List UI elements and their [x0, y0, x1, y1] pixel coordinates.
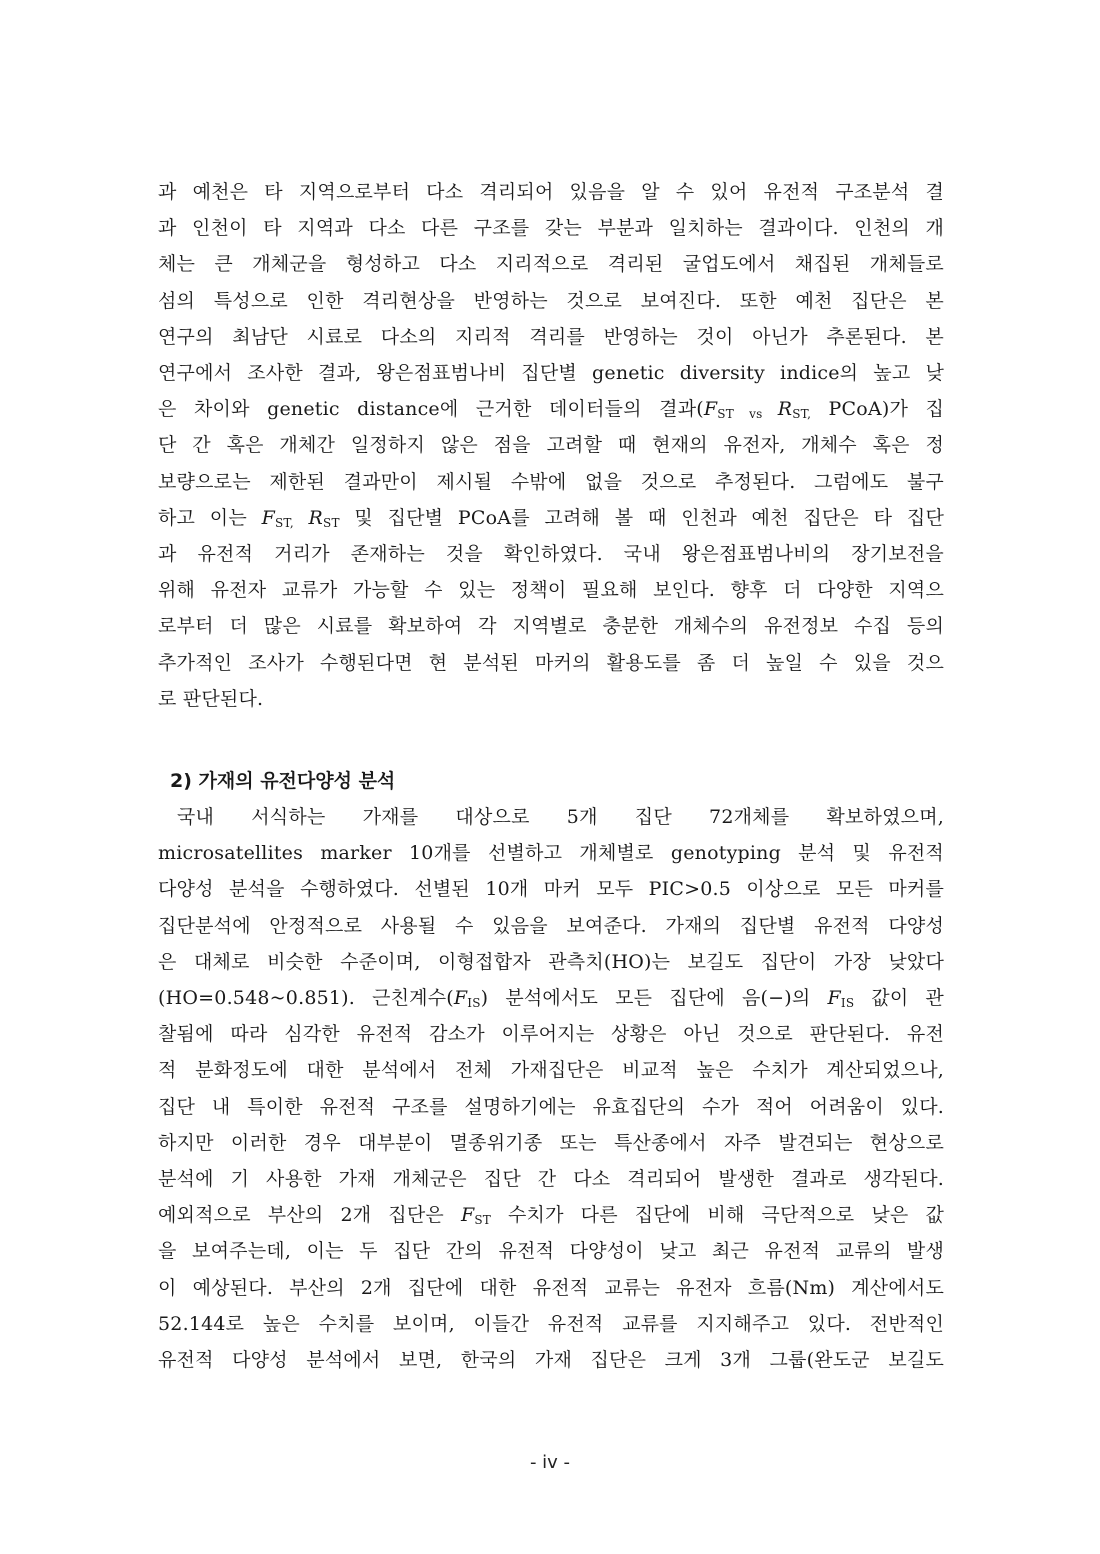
text-line: 단 간 혹은 개체간 일정하지 않은 점을 고려할 때 현재의 유전자, 개체수 혹은 정	[158, 434, 944, 457]
text-line: 다양성 분석을 수행하였다. 선별된 10개 마커 모두 PIC>0.5 이상으로 모든 마커를	[158, 878, 944, 901]
text-line: 찰됨에 따라 심각한 유전적 감소가 이루어지는 상황은 아닌 것으로 판단된다. 유전	[158, 1023, 944, 1046]
text-line: 연구의 최남단 시료로 다소의 지리적 격리를 반영하는 것이 아닌가 추론된다. 본	[158, 325, 944, 348]
text-line: 적 분화정도에 대한 분석에서 전체 가재집단은 비교적 높은 수치가 계산되었으나,	[158, 1059, 944, 1082]
text-fragment: PCoA)가 집	[811, 398, 944, 421]
text-fragment: (HO=0.548~0.851). 근친계수(	[158, 987, 454, 1010]
subscript-vs: vs	[733, 407, 778, 422]
text-line: 추가적인 조사가 수행된다면 현 분석된 마커의 활용도를 좀 더 높일 수 있을 것으	[158, 651, 944, 674]
text-line: 과 인천이 타 지역과 다소 다른 구조를 갖는 부분과 일치하는 결과이다. 인천의 개	[158, 217, 944, 240]
text-fragment: 및 집단별 PCoA를 고려해 볼 때 인천과 예천 집단은 타 집단	[339, 506, 944, 529]
text-line: 연구에서 조사한 결과, 왕은점표범나비 집단별 genetic diversity indice의 높고 낮	[158, 362, 944, 385]
text-line: 국내 서식하는 가재를 대상으로 5개 집단 72개체를 확보하였으며,	[177, 806, 944, 829]
text-line: 로 판단된다.	[158, 687, 264, 710]
variable-f: F	[261, 506, 275, 529]
subscript: ST,	[274, 515, 294, 530]
text-line: 하지만 이러한 경우 대부분이 멸종위기종 또는 특산종에서 자주 발견되는 현상으로	[158, 1131, 944, 1154]
text-fragment: 값이 관	[854, 987, 944, 1010]
text-line-formula	[158, 500, 944, 536]
text-line: 로부터 더 많은 시료를 확보하여 각 지역별로 충분한 개체수의 유전정보 수집 등의	[158, 615, 944, 638]
subscript: ST	[474, 1213, 491, 1228]
text-line-formula	[158, 1197, 944, 1233]
text-fragment: 은 차이와 genetic distance에 근거한 데이터들의 결과(	[158, 398, 704, 421]
subscript: ST	[323, 515, 340, 530]
text-line: microsatellites marker 10개를 선별하고 개체별로 genotyping 분석 및 유전적	[158, 842, 944, 865]
page-number: - iv -	[529, 1452, 571, 1473]
variable-f: F	[453, 987, 468, 1010]
text-line: 체는 큰 개체군을 형성하고 다소 지리적으로 격리된 굴업도에서 채집된 개체들로	[158, 253, 944, 276]
variable-r: R	[293, 506, 324, 529]
text-fragment: 하고 이는	[158, 506, 262, 529]
text-fragment: 수치가 다른 집단에 비해 극단적으로 낮은 값	[490, 1204, 944, 1227]
subscript: ST,	[792, 407, 812, 422]
text-line: 집단 내 특이한 유전적 구조를 설명하기에는 유효집단의 수가 적어 어려움이 있다.	[158, 1095, 944, 1118]
text-line: 분석에 기 사용한 가재 개체군은 집단 간 다소 격리되어 발생한 결과로 생각된다.	[158, 1168, 944, 1191]
text-fragment: 예외적으로 부산의 2개 집단은	[158, 1204, 461, 1227]
text-line: 과 예천은 타 지역으로부터 다소 격리되어 있음을 알 수 있어 유전적 구조분석 결	[158, 181, 944, 203]
page-content	[158, 174, 944, 1378]
text-line: 섬의 특성으로 인한 격리현상을 반영하는 것으로 보여진다. 또한 예천 집단은 본	[158, 289, 944, 312]
text-line: 과 유전적 거리가 존재하는 것을 확인하였다. 국내 왕은점표범나비의 장기보전을	[158, 543, 944, 566]
text-line: 이 예상된다. 부산의 2개 집단에 대한 유전적 교류는 유전자 흐름(Nm) 계산에서도	[158, 1276, 944, 1299]
text-line: 집단분석에 안정적으로 사용될 수 있음을 보여준다. 가재의 집단별 유전적 다양성	[158, 914, 944, 937]
subscript: IS	[840, 996, 855, 1011]
paragraph-crayfish	[158, 799, 944, 1378]
subscript: ST	[717, 407, 734, 422]
text-line: 보량으로는 제한된 결과만이 제시될 수밖에 없을 것으로 추정된다. 그럼에도 불구	[158, 470, 944, 493]
section-heading: 2) 가재의 유전다양성 분석	[170, 770, 396, 793]
variable-f: F	[703, 398, 718, 421]
text-line-formula	[158, 391, 944, 427]
text-line: 유전적 다양성 분석에서 보면, 한국의 가재 집단은 크게 3개 그룹(완도군 보길도	[158, 1349, 944, 1372]
variable-f: F	[827, 987, 841, 1010]
text-line: 위해 유전자 교류가 가능할 수 있는 정책이 필요해 보인다. 향후 더 다양한 지역으	[158, 579, 944, 602]
variable-r: R	[777, 398, 793, 421]
text-line: 52.144로 높은 수치를 보이며, 이들간 유전적 교류를 지지해주고 있다. 전반적인	[158, 1312, 944, 1335]
variable-f: F	[460, 1204, 475, 1227]
text-line: 은 대체로 비슷한 수준이며, 이형접합자 관측치(HO)는 보길도 집단이 가장 낮았다	[158, 950, 944, 973]
subscript: IS	[467, 996, 481, 1011]
text-line: 을 보여주는데, 이는 두 집단 간의 유전적 다양성이 낮고 최근 유전적 교류의 발생	[158, 1240, 944, 1263]
text-line-formula	[158, 980, 944, 1016]
paragraph-conclusion	[158, 174, 944, 717]
text-fragment: ) 분석에서도 모든 집단에 음(−)의	[480, 987, 828, 1010]
